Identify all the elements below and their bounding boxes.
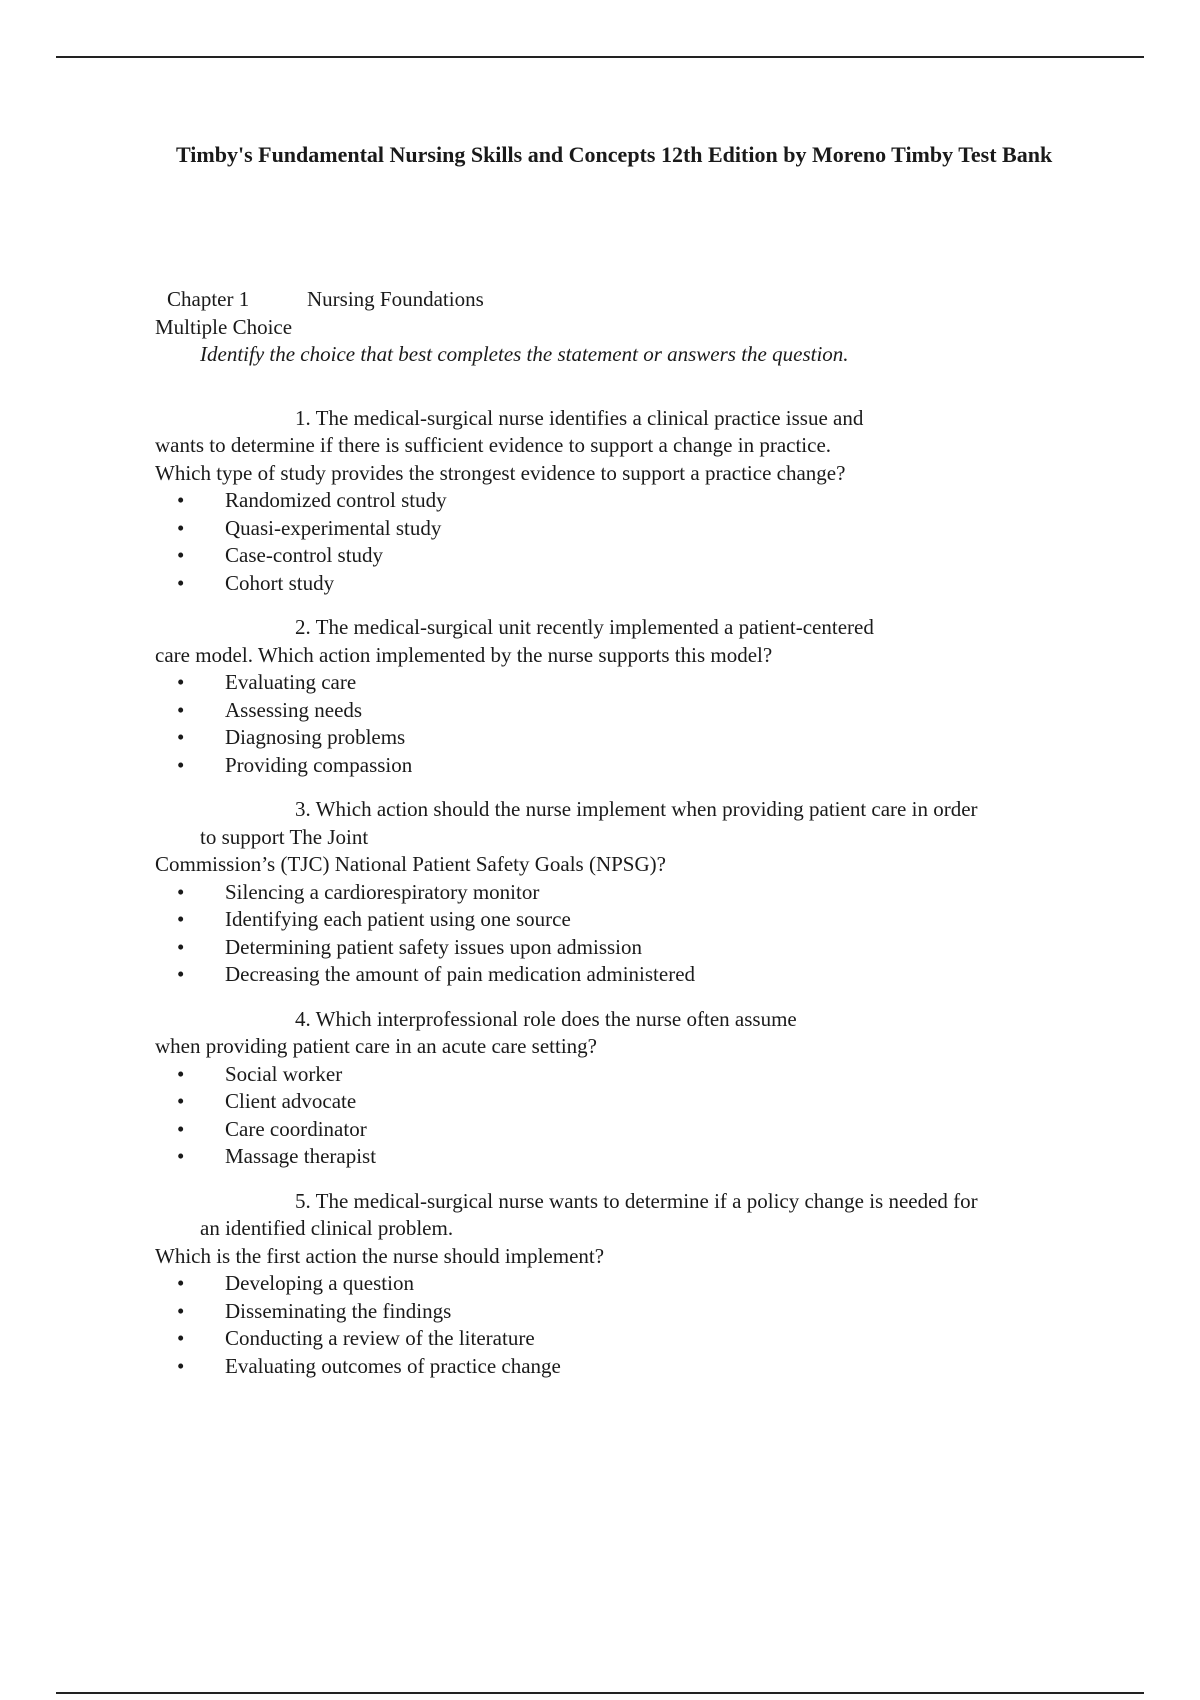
answer-option — [155, 906, 1095, 934]
bullet-icon: • — [177, 697, 185, 722]
answer-option — [155, 515, 1095, 543]
option-text: Evaluating care — [225, 670, 357, 694]
bullet-icon: • — [177, 1271, 185, 1295]
answer-option — [155, 542, 1095, 570]
bullet-icon: • — [177, 1089, 185, 1113]
option-text: Randomized control study — [225, 488, 447, 512]
option-text: Disseminating the findings — [225, 1298, 452, 1323]
question-stem: 2. The medical-surgical unit recently implemented a patient-centered — [295, 615, 874, 639]
question-stem: 3. Which action should the nurse implement when providing patient care in order — [295, 797, 978, 821]
section-label: Multiple Choice — [155, 314, 293, 339]
chapter-number: Chapter 1 — [167, 287, 250, 311]
bullet-icon: • — [177, 488, 185, 512]
bullet-icon: • — [177, 670, 185, 694]
bullet-icon: • — [177, 1061, 185, 1086]
option-text: Client advocate — [225, 1089, 357, 1113]
option-text: Identifying each patient using one source — [225, 907, 571, 931]
top-divider — [56, 56, 1144, 58]
question-5 — [155, 1188, 1095, 1381]
question-stem: care model. Which action implemented by the nurse supports this model? — [155, 642, 773, 667]
document-body — [155, 286, 1095, 1380]
answer-option — [155, 669, 1095, 697]
instructions: Identify the choice that best completes the statement or answers the question. — [200, 342, 849, 366]
bullet-icon: • — [177, 752, 185, 777]
answer-option — [155, 570, 1095, 598]
question-stem: 5. The medical-surgical nurse wants to determine if a policy change is needed for — [295, 1188, 978, 1213]
answer-option — [155, 961, 1095, 989]
option-text: Silencing a cardiorespiratory monitor — [225, 879, 540, 904]
bullet-icon: • — [177, 1326, 185, 1350]
answer-option — [155, 1298, 1095, 1326]
bullet-icon: • — [177, 725, 185, 749]
option-text: Quasi-experimental study — [225, 515, 442, 540]
bottom-divider — [56, 1692, 1144, 1694]
bullet-icon: • — [177, 962, 185, 986]
bullet-icon: • — [177, 570, 185, 595]
answer-option — [155, 1270, 1095, 1298]
chapter-heading — [167, 286, 1095, 314]
chapter-title: Nursing Foundations — [307, 287, 484, 311]
bullet-icon: • — [177, 543, 185, 567]
answer-option — [155, 1061, 1095, 1089]
question-2 — [155, 614, 1095, 779]
question-stem: to support The Joint — [200, 824, 369, 849]
question-3 — [155, 796, 1095, 989]
option-text: Care coordinator — [225, 1116, 367, 1141]
option-text: Developing a question — [225, 1271, 414, 1295]
answer-option — [155, 934, 1095, 962]
option-text: Massage therapist — [225, 1144, 377, 1168]
option-text: Conducting a review of the literature — [225, 1326, 535, 1350]
option-text: Providing compassion — [225, 752, 413, 777]
document-title: Timby's Fundamental Nursing Skills and Concepts 12th Edition by Moreno Timby Test Bank — [176, 142, 1053, 167]
option-text: Social worker — [225, 1061, 343, 1086]
answer-options — [155, 669, 1095, 779]
option-text: Cohort study — [225, 570, 335, 595]
option-text: Determining patient safety issues upon admission — [225, 934, 643, 959]
answer-option — [155, 697, 1095, 725]
answer-options — [155, 879, 1095, 989]
question-stem: when providing patient care in an acute care setting? — [155, 1034, 597, 1058]
question-stem: Which type of study provides the strongest evidence to support a practice change? — [155, 460, 846, 485]
question-stem: Which is the first action the nurse should implement? — [155, 1243, 605, 1268]
answer-option — [155, 1088, 1095, 1116]
bullet-icon: • — [177, 1144, 185, 1168]
answer-options — [155, 1061, 1095, 1171]
question-stem: 4. Which interprofessional role does the nurse often assume — [295, 1006, 797, 1031]
answer-option — [155, 1353, 1095, 1381]
option-text: Diagnosing problems — [225, 725, 406, 749]
option-text: Case-control study — [225, 543, 384, 567]
question-stem: Commission’s (TJC) National Patient Safety Goals (NPSG)? — [155, 852, 666, 876]
bullet-icon: • — [177, 1298, 185, 1323]
bullet-icon: • — [177, 1116, 185, 1141]
answer-option — [155, 487, 1095, 515]
answer-option — [155, 1116, 1095, 1144]
answer-option — [155, 1143, 1095, 1171]
answer-option — [155, 724, 1095, 752]
answer-option — [155, 752, 1095, 780]
bullet-icon: • — [177, 907, 185, 931]
answer-option — [155, 879, 1095, 907]
question-1 — [155, 405, 1095, 598]
bullet-icon: • — [177, 515, 185, 540]
question-stem: 1. The medical-surgical nurse identifies a clinical practice issue and — [295, 405, 864, 430]
option-text: Evaluating outcomes of practice change — [225, 1353, 561, 1378]
question-stem: wants to determine if there is sufficient evidence to support a change in practice. — [155, 433, 832, 457]
option-text: Decreasing the amount of pain medication administered — [225, 962, 696, 986]
bullet-icon: • — [177, 1353, 185, 1378]
answer-option — [155, 1325, 1095, 1353]
question-stem: an identified clinical problem. — [200, 1216, 454, 1240]
answer-options — [155, 1270, 1095, 1380]
bullet-icon: • — [177, 879, 185, 904]
question-4 — [155, 1006, 1095, 1171]
option-text: Assessing needs — [225, 697, 363, 722]
bullet-icon: • — [177, 934, 185, 959]
answer-options — [155, 487, 1095, 597]
